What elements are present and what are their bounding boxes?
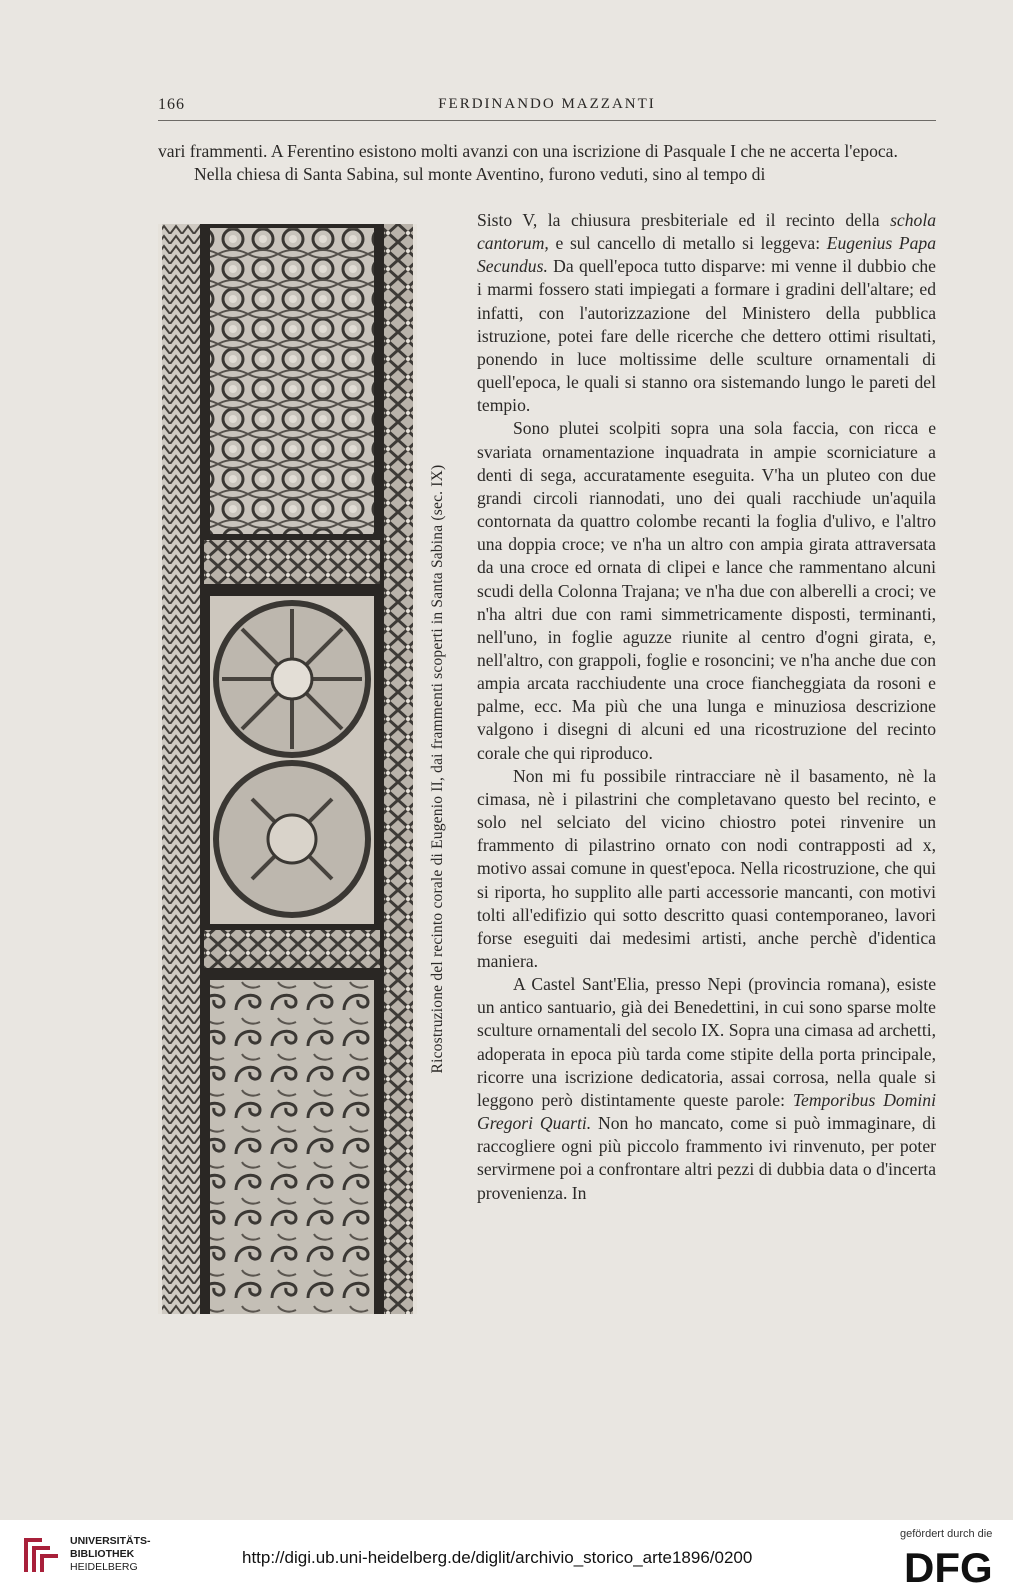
svg-text:DFG: DFG [904,1544,993,1586]
funded-by-label: gefördert durch die [900,1528,993,1540]
paragraph-plutei: Sono plutei scolpiti sopra una sola faccia, con ricca e svariata ornamentazione inquadrata in ampie scorniciature a denti di sega, accuratamente eseguita. V'ha un pluteo con due grandi circoli riannodati, uno dei quali racchiude un'aquila contornata da quattro colombe recanti la foglia d'ulivo, e l'altro una doppia croce; ve n'ha un altro con ampia girata attraversata da una croce ed ornata di clipei e lance che rammentano alcuni scudi della Colonna Trajana; ve n'ha due con alberelli a croci; ve n'ha altri due con rami simmetricamente disposti, terminanti, nell'uno, in foglie aguzze riunite al centro d'ogni girata, e, nell'altro, con grappoli, foglie e rosoncini; ve n'ha anche due con ampia arcata racchiudente una croce fiancheggiata da rosoni e palme, ecc. Ma più che una lunga e minuziosa descrizione valgono i disegni di alcuni ed una ricostruzione del recinto corale che qui riproduco. [477,418,936,763]
figure-illustration [158,224,417,1314]
top-text [158,140,936,186]
column-text [477,209,936,1205]
institution-name: UNIVERSITÄTS- BIBLIOTHEK HEIDELBERG [70,1535,151,1573]
university-library-logo-icon [22,1536,62,1576]
figure-caption: Ricostruzione del recinto corale di Eugenio II, dai frammenti scoperti in Santa Sabina (sec. IX) [429,464,446,1074]
dfg-logo-icon [902,1544,1000,1586]
paragraph-santa-sabina-start: Nella chiesa di Santa Sabina, sul monte Aventino, furono veduti, sino al tempo di [194,164,766,185]
paragraph-ferentino: vari frammenti. A Ferentino esistono molti avanzi con una iscrizione di Pasquale I che ne accerta l'epoca. [158,141,898,161]
running-head: FERDINANDO MAZZANTI [438,96,656,112]
page-header [158,94,936,121]
page-number: 166 [158,96,185,113]
figure-chancel-reconstruction [158,224,417,1314]
paragraph-castel-santelia: A Castel Sant'Elia, presso Nepi (provincia romana), esiste un antico santuario, già dei Benedettini, in cui sono sparse molte sculture ornamentali del secolo IX. Sopra una cimasa ad archetti, adoperata in epoca più tarda come stipite della porta principale, ricorre una iscrizione dedicatoria, assai corrosa, nella quale si leggono però distintamente queste parole: Temporibus Domini Gregori Quarti. Non ho mancato, come si può immaginare, di raccogliere ogni più piccolo frammento ivi rinvenuto, per poter servirmene poi a confrontare altri pezzi di dubbia data o d'incerta provenienza. In [477,974,936,1203]
viewer-footer [0,1520,1013,1591]
paragraph-basamento: Non mi fu possibile rintracciare nè il basamento, nè la cimasa, nè i pilastrini che completavano questo bel recinto, e solo nel selciato del vicino chiostro potei rinvenire un frammento di pilastrino ornato con nodi contrapposti ad x, motivo assai comune in quest'epoca. Nella ricostruzione, che qui si riporta, ho supplito alle parti accessorie mancanti, con motivi tolti all'edifizio qui sotto descritto quasi contemporaneo, lavori forse eseguiti dai medesimi artisti, anche perchè d'identica maniera. [477,765,936,971]
paragraph-santa-sabina-cont: Sisto V, la chiusura presbiteriale ed il recinto della schola cantorum, e sul cancello di metallo si leggeva: Eugenius Papa Secundus. Da quell'epoca tutto disparve: mi venne il dubbio che i marmi fossero stati impiegati a formare i gradini dell'altare; ed infatti, con l'autorizzazione del Ministero della pubblica istruzione, potei fare delle ricerche che dettero ottimi risultati, ponendo in luce moltissime delle sculture ornamentali di quell'epoca, le quali si stanno ora sistemando lungo le pareti del tempio. [477,210,937,416]
source-url-link[interactable]: http://digi.ub.uni-heidelberg.de/diglit/archivio_storico_arte1896/0200 [242,1548,753,1567]
